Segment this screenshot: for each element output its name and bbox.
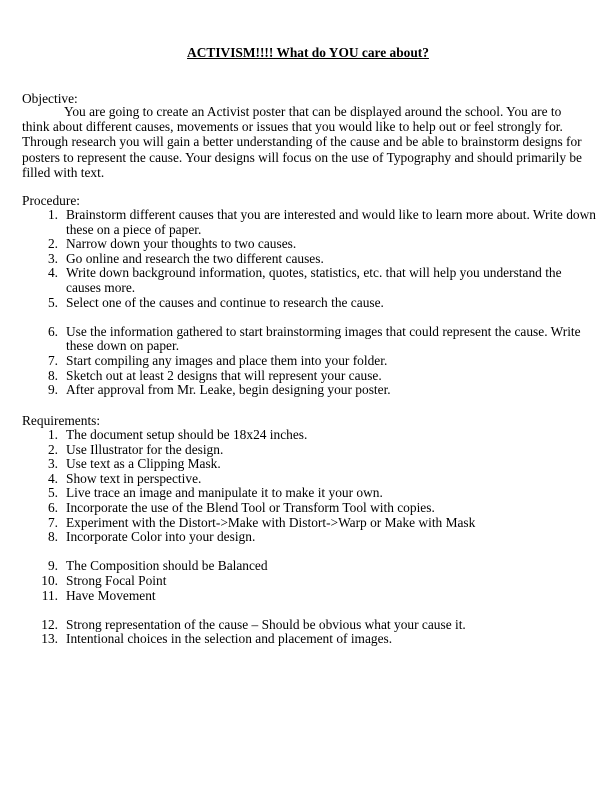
list-spacer: [22, 603, 582, 618]
requirement-item-text: Incorporate Color into your design.: [66, 529, 256, 545]
procedure-item-5: [22, 296, 598, 311]
requirement-item-number: 2.: [47, 441, 58, 457]
requirement-item-13: [22, 632, 582, 647]
requirement-item-5: [22, 486, 582, 501]
requirements-heading: Requirements:: [22, 413, 101, 428]
procedure-item-4: [22, 266, 598, 295]
requirement-item-number: 4.: [47, 470, 58, 486]
procedure-item-text: Brainstorm different causes that you are interested and would like to learn more about. Write down these on a piece of paper.: [66, 207, 596, 237]
requirement-item-2: [22, 443, 582, 458]
procedure-item-text: Write down background information, quotes, statistics, etc. that will help you understand the causes more.: [66, 265, 562, 295]
requirement-item-text: Show text in perspective.: [66, 470, 202, 486]
procedure-item-number: 9.: [47, 382, 58, 398]
requirement-item-number: 8.: [47, 529, 58, 545]
requirement-item-number: 3.: [47, 456, 58, 472]
requirement-item-number: 13.: [41, 631, 58, 647]
objective-heading: Objective:: [22, 91, 78, 106]
requirement-item-11: [22, 589, 582, 604]
requirement-item-9: [22, 559, 582, 574]
procedure-item-number: 8.: [47, 367, 58, 383]
procedure-item-number: 2.: [47, 236, 58, 252]
procedure-item-text: Use the information gathered to start brainstorming images that could represent the cause. Write these down on paper.: [66, 323, 581, 354]
requirement-item-text: The Composition should be Balanced: [66, 558, 268, 574]
requirement-item-number: 11.: [41, 587, 58, 603]
procedure-item-7: [22, 354, 598, 369]
procedure-item-1: [22, 208, 598, 237]
requirement-item-text: Incorporate the use of the Blend Tool or Transform Tool with copies.: [66, 499, 435, 515]
procedure-item-number: 5.: [47, 294, 58, 310]
procedure-item-2: [22, 237, 598, 252]
procedure-item-text: After approval from Mr. Leake, begin designing your poster.: [66, 382, 391, 398]
procedure-item-text: Go online and research the two different causes.: [66, 250, 324, 266]
list-spacer: [22, 545, 582, 560]
requirement-item-number: 6.: [47, 499, 58, 515]
requirement-item-number: 1.: [47, 427, 58, 442]
requirement-item-text: Live trace an image and manipulate it to make it your own.: [66, 485, 383, 501]
requirement-item-text: Have Movement: [66, 587, 156, 603]
procedure-heading: Procedure:: [22, 193, 81, 208]
requirements-list: [22, 428, 582, 647]
requirement-item-text: Use Illustrator for the design.: [66, 441, 224, 457]
objective-paragraph: You are going to create an Activist poster that can be displayed around the school. You are to think about different causes, movements or issues that you would like to help out or feel strongly for. Through research you will gain a better understanding of the cause and be able to brainstorm designs for posters to represent the cause. Your designs will focus on the use of Typography and should primarily be filled with text.: [22, 104, 583, 180]
requirement-item-3: [22, 457, 582, 472]
requirement-item-1: [22, 428, 582, 443]
requirement-item-number: 10.: [41, 572, 58, 588]
requirement-item-text: Use text as a Clipping Mask.: [66, 456, 221, 472]
procedure-item-number: 3.: [47, 250, 58, 266]
procedure-item-8: [22, 369, 598, 384]
procedure-item-number: 4.: [47, 265, 58, 281]
procedure-item-6: [22, 325, 598, 354]
procedure-item-3: [22, 252, 598, 267]
procedure-item-number: 6.: [47, 323, 58, 339]
requirement-item-number: 7.: [47, 514, 58, 530]
requirement-item-text: Strong representation of the cause – Should be obvious what your cause it.: [66, 616, 466, 632]
requirement-item-12: [22, 618, 582, 633]
requirement-item-number: 5.: [47, 485, 58, 501]
requirement-item-10: [22, 574, 582, 589]
page-title: ACTIVISM!!!! What do YOU care about?: [187, 45, 429, 60]
requirement-item-text: Intentional choices in the selection and placement of images.: [66, 631, 393, 647]
requirement-item-text: Experiment with the Distort->Make with Distort->Warp or Make with Mask: [66, 514, 476, 530]
procedure-item-text: Start compiling any images and place them into your folder.: [66, 352, 388, 368]
list-spacer: [22, 310, 598, 325]
procedure-item-text: Narrow down your thoughts to two causes.: [66, 236, 297, 252]
requirement-item-6: [22, 501, 582, 516]
requirement-item-number: 9.: [47, 558, 58, 574]
requirement-item-text: The document setup should be 18x24 inches.: [66, 427, 308, 442]
procedure-item-9: [22, 383, 598, 398]
procedure-item-number: 7.: [47, 352, 58, 368]
procedure-item-text: Sketch out at least 2 designs that will represent your cause.: [66, 367, 382, 383]
requirement-item-8: [22, 530, 582, 545]
requirement-item-4: [22, 472, 582, 487]
requirement-item-number: 12.: [41, 616, 58, 632]
procedure-item-number: 1.: [47, 207, 58, 222]
procedure-list: [22, 208, 598, 398]
requirement-item-7: [22, 516, 582, 531]
requirement-item-text: Strong Focal Point: [66, 572, 167, 588]
procedure-item-text: Select one of the causes and continue to research the cause.: [66, 294, 384, 310]
